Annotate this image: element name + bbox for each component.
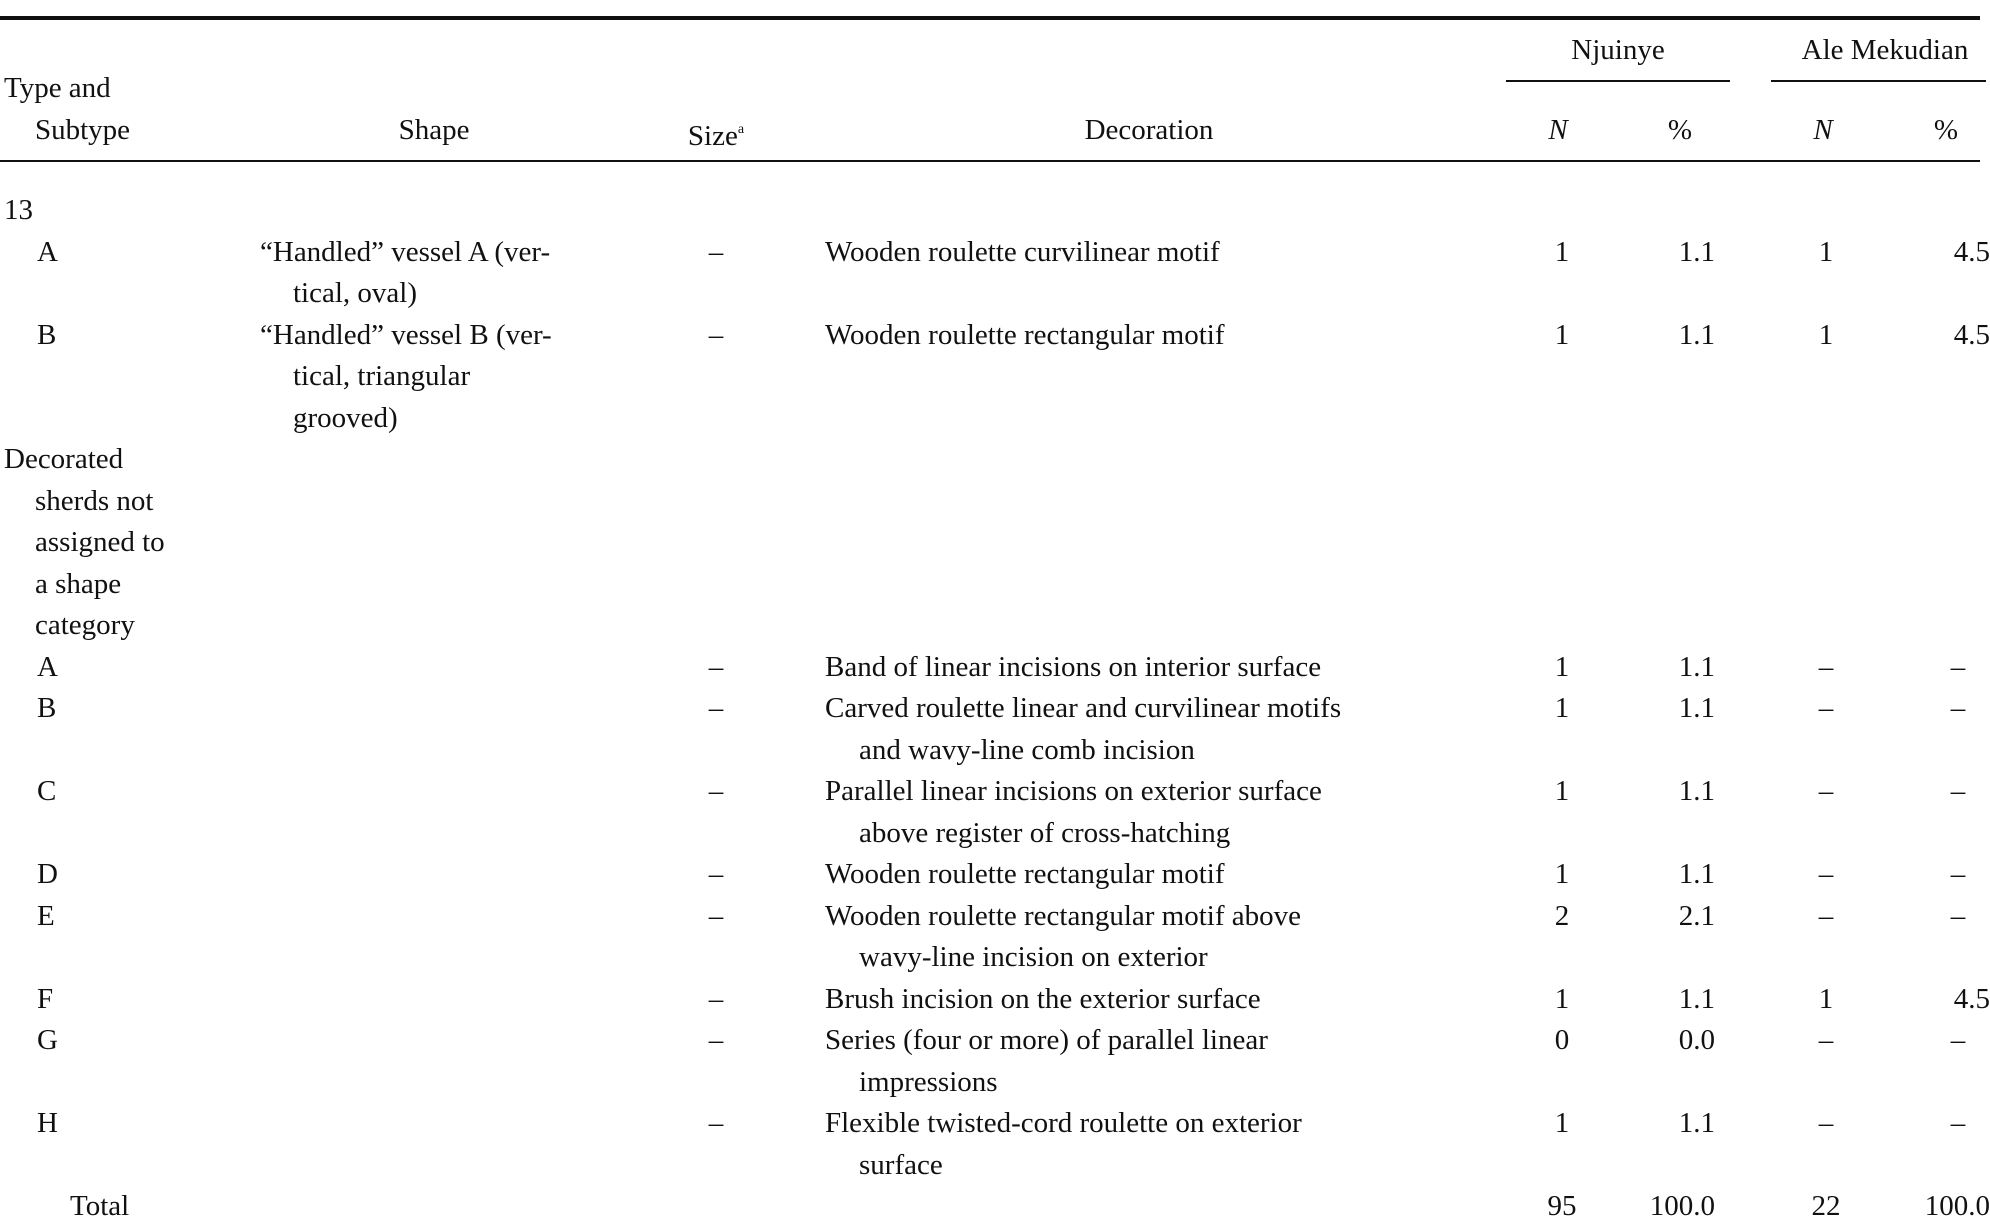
size-cell: – xyxy=(708,692,724,724)
type-cell: H xyxy=(37,1107,58,1139)
size-cell: – xyxy=(708,235,724,268)
ale-mekudian-pct-cell: – xyxy=(1950,775,1966,807)
njuinye-pct-cell: 1.1 xyxy=(1678,235,1715,268)
header-size-footnote: a xyxy=(737,122,745,137)
njuinye-pct-cell: 1.1 xyxy=(1678,858,1715,890)
ale-mekudian-n-cell: – xyxy=(1818,1024,1834,1056)
ale-mekudian-n-cell: – xyxy=(1818,650,1834,683)
ale-mekudian-pct-cell: 4.5 xyxy=(1953,235,1990,268)
size-cell: – xyxy=(708,858,724,890)
njuinye-underline xyxy=(1506,80,1730,82)
njuinye-pct-cell: 1.1 xyxy=(1678,982,1715,1015)
decoration-cell: Carved roulette linear and curvilinear motifs xyxy=(825,692,1342,724)
njuinye-n-cell: 1 xyxy=(1554,318,1570,351)
ale-mekudian-pct-cell: 4.5 xyxy=(1953,318,1990,351)
header-njuinye: Njuinye xyxy=(1571,34,1665,66)
njuinye-n-cell: 1 xyxy=(1554,775,1570,807)
type-cell: Total xyxy=(70,1190,130,1222)
size-cell: – xyxy=(708,650,724,683)
header-type-line2: Subtype xyxy=(35,114,131,146)
shape-cell: tical, triangular xyxy=(293,360,471,392)
shape-cell: “Handled” vessel A (ver- xyxy=(260,235,551,268)
header-njuinye-pct: % xyxy=(1667,114,1693,146)
ale-mekudian-underline xyxy=(1771,80,1986,82)
decoration-cell: Brush incision on the exterior surface xyxy=(825,982,1261,1015)
header-type-line1: Type and xyxy=(4,72,111,104)
size-cell: – xyxy=(708,982,724,1015)
decoration-cell: Wooden roulette rectangular motif xyxy=(825,318,1225,351)
decoration-cell: Wooden roulette curvilinear motif xyxy=(825,235,1220,268)
njuinye-n-cell: 1 xyxy=(1554,1107,1570,1139)
njuinye-n-cell: 2 xyxy=(1554,899,1570,932)
type-cell: 13 xyxy=(4,194,33,226)
njuinye-pct-cell: 1.1 xyxy=(1678,692,1715,724)
njuinye-pct-cell: 1.1 xyxy=(1678,650,1715,683)
njuinye-n-cell: 1 xyxy=(1554,692,1570,724)
size-cell: – xyxy=(708,775,724,807)
header-size xyxy=(688,112,744,154)
njuinye-pct-cell: 1.1 xyxy=(1678,1107,1715,1139)
type-cell: Decorated xyxy=(4,443,124,475)
type-cell: B xyxy=(37,318,57,351)
decoration-cell: Series (four or more) of parallel linear xyxy=(825,1024,1268,1056)
type-cell: F xyxy=(37,982,54,1015)
type-cell: a shape xyxy=(35,567,122,600)
njuinye-pct-cell: 0.0 xyxy=(1678,1024,1715,1056)
type-cell: A xyxy=(37,235,58,268)
ale-mekudian-n-cell: 1 xyxy=(1818,318,1834,351)
ale-mekudian-n-cell: – xyxy=(1818,692,1834,724)
decoration-cell: above register of cross-hatching xyxy=(859,816,1231,849)
njuinye-pct-cell: 2.1 xyxy=(1678,899,1715,932)
type-cell: sherds not xyxy=(35,484,154,517)
decoration-cell: Band of linear incisions on interior surface xyxy=(825,650,1322,683)
decoration-cell: Wooden roulette rectangular motif xyxy=(825,858,1225,890)
top-rule xyxy=(0,16,1980,20)
ale-mekudian-pct-cell: – xyxy=(1950,692,1966,724)
type-cell: assigned to xyxy=(35,526,165,558)
shape-cell: grooved) xyxy=(293,401,398,434)
type-cell: A xyxy=(37,650,58,683)
type-cell: category xyxy=(35,609,135,641)
ale-mekudian-n-cell: 22 xyxy=(1811,1190,1841,1222)
ale-mekudian-pct-cell: – xyxy=(1950,899,1966,932)
header-rule xyxy=(0,160,1980,162)
size-cell: – xyxy=(708,1107,724,1139)
header-shape: Shape xyxy=(398,114,470,146)
njuinye-n-cell: 0 xyxy=(1554,1024,1570,1056)
njuinye-n-cell: 1 xyxy=(1554,235,1570,268)
ale-mekudian-n-cell: – xyxy=(1818,858,1834,890)
header-ale-mekudian-n: N xyxy=(1813,114,1833,146)
decoration-cell: Parallel linear incisions on exterior surface xyxy=(825,775,1322,807)
header-ale-mekudian-pct: % xyxy=(1933,114,1959,146)
ale-mekudian-n-cell: 1 xyxy=(1818,982,1834,1015)
type-cell: B xyxy=(37,692,57,724)
header-size-label: Size xyxy=(687,120,738,152)
ale-mekudian-pct-cell: 4.5 xyxy=(1953,982,1990,1015)
njuinye-n-cell: 1 xyxy=(1554,650,1570,683)
ale-mekudian-n-cell: – xyxy=(1818,899,1834,932)
header-njuinye-n: N xyxy=(1548,114,1568,146)
decoration-cell: Wooden roulette rectangular motif above xyxy=(825,899,1301,932)
size-cell: – xyxy=(708,318,724,351)
header-decoration: Decoration xyxy=(1084,114,1214,146)
decoration-cell: and wavy-line comb incision xyxy=(859,733,1195,766)
type-cell: G xyxy=(37,1024,58,1056)
decoration-cell: Flexible twisted-cord roulette on exterior xyxy=(825,1107,1302,1139)
size-cell: – xyxy=(708,1024,724,1056)
ale-mekudian-pct-cell: – xyxy=(1950,650,1966,683)
type-cell: C xyxy=(37,775,57,807)
ale-mekudian-n-cell: – xyxy=(1818,775,1834,807)
decoration-cell: surface xyxy=(859,1148,943,1181)
njuinye-n-cell: 1 xyxy=(1554,982,1570,1015)
njuinye-pct-cell: 1.1 xyxy=(1678,318,1715,351)
ale-mekudian-pct-cell: – xyxy=(1950,858,1966,890)
ale-mekudian-pct-cell: – xyxy=(1950,1024,1966,1056)
njuinye-n-cell: 95 xyxy=(1547,1190,1577,1222)
ale-mekudian-pct-cell: – xyxy=(1950,1107,1966,1139)
decoration-cell: wavy-line incision on exterior xyxy=(859,941,1208,973)
header-ale-mekudian: Ale Mekudian xyxy=(1801,34,1969,66)
njuinye-pct-cell: 100.0 xyxy=(1649,1190,1715,1222)
decoration-cell: impressions xyxy=(859,1065,998,1098)
type-cell: E xyxy=(37,899,55,932)
njuinye-n-cell: 1 xyxy=(1554,858,1570,890)
shape-cell: “Handled” vessel B (ver- xyxy=(260,318,552,351)
ale-mekudian-pct-cell: 100.0 xyxy=(1924,1190,1990,1222)
ale-mekudian-n-cell: – xyxy=(1818,1107,1834,1139)
ale-mekudian-n-cell: 1 xyxy=(1818,235,1834,268)
type-cell: D xyxy=(37,858,58,890)
shape-cell: tical, oval) xyxy=(293,277,418,309)
size-cell: – xyxy=(708,899,724,932)
njuinye-pct-cell: 1.1 xyxy=(1678,775,1715,807)
